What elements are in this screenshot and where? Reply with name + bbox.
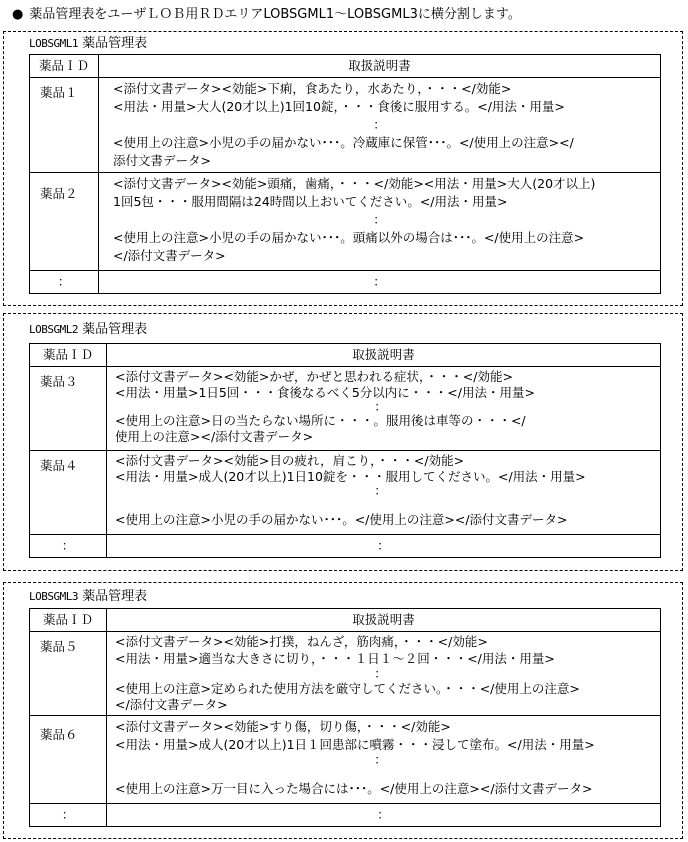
region-title <box>29 588 147 606</box>
rd-area-name: LOBSGML1 <box>29 37 78 50</box>
instruction-line: <添付文書データ><効能>目の疲れ，肩こり，・・・</効能> <box>115 453 465 468</box>
instruction-line: <用法・用量>1日5回・・・食後なるべく5分以内に・・・</用法・用量> <box>115 385 535 400</box>
drug-instructions <box>107 451 661 535</box>
drug-instructions <box>107 367 661 451</box>
vertical-ellipsis: ： <box>374 752 387 767</box>
rd-area-name: LOBSGML3 <box>29 590 78 603</box>
ellipsis-cell: ： <box>30 271 99 294</box>
header-drug-id: 薬品ＩＤ <box>30 55 99 78</box>
page-heading <box>12 6 521 24</box>
instruction-line: <使用上の注意>小児の手の届かない･･･。</使用上の注意></添付文書データ> <box>115 512 568 527</box>
drug-instructions <box>107 632 661 716</box>
header-drug-id: 薬品ＩＤ <box>30 609 107 632</box>
vertical-ellipsis: ： <box>374 666 387 681</box>
drug-table <box>29 54 661 294</box>
instruction-line: <使用上の注意>小児の手の届かない･･･。頭痛以外の場合は･･･。</使用上の注意> <box>113 230 585 245</box>
instruction-line: <用法・用量>成人(20才以上)1日10錠を・・・服用してください。</用法・用量> <box>115 469 586 484</box>
blank-line <box>115 766 660 780</box>
ellipsis-row <box>30 535 661 558</box>
drug-table <box>29 343 661 558</box>
instruction-line: <添付文書データ><効能>かぜ，かぜと思われる症状，・・・</効能> <box>115 369 513 384</box>
drug-table <box>29 608 661 827</box>
region-title <box>29 321 147 339</box>
drug-id: 薬品４ <box>30 451 107 535</box>
table-row <box>30 632 661 716</box>
ellipsis-row <box>30 804 661 827</box>
instruction-line: <用法・用量>成人(20才以上)1日１回患部に噴霧・・・浸して塗布。</用法・用量> <box>115 737 595 752</box>
table-row <box>30 451 661 535</box>
region-title <box>29 35 147 53</box>
table-header-row <box>30 609 661 632</box>
instruction-line: 1回5包・・・服用間隔は24時間以上おいてください。</用法・用量> <box>113 194 508 209</box>
header-instructions: 取扱説明書 <box>107 609 661 632</box>
instruction-line: <添付文書データ><効能>頭痛，歯痛，・・・</効能><用法・用量>大人(20才以上) <box>113 176 596 191</box>
drug-id: 薬品３ <box>30 367 107 451</box>
instruction-line: <使用上の注意>日の当たらない場所に・・・。服用後は車等の・・・</ <box>115 413 526 428</box>
table-header-row <box>30 55 661 78</box>
table-row <box>30 716 661 804</box>
table-name: 薬品管理表 <box>82 322 148 337</box>
ellipsis-cell: ： <box>30 535 107 558</box>
instruction-line: <使用上の注意>小児の手の届かない･･･。冷蔵庫に保管･･･。</使用上の注意></ <box>113 135 574 150</box>
bullet-icon: ● <box>12 7 24 22</box>
ellipsis-cell: ： <box>107 535 661 558</box>
rd-area-name: LOBSGML2 <box>29 323 78 336</box>
instruction-line: <用法・用量>大人(20才以上)1回10錠，・・・食後に服用する。</用法・用量> <box>113 99 565 114</box>
table-header-row <box>30 344 661 367</box>
drug-id: 薬品１ <box>30 78 99 173</box>
instruction-line: <用法・用量>適当な大きさに切り，・・・１日１～２回・・・</用法・用量> <box>115 651 555 666</box>
rd-area-lobsgml1 <box>3 31 683 306</box>
blank-line <box>115 497 660 511</box>
instruction-line: <添付文書データ><効能>打撲，ねんざ，筋肉痛，・・・</効能> <box>115 634 488 649</box>
instruction-line: 使用上の注意></添付文書データ> <box>115 429 314 444</box>
instruction-line: </添付文書データ> <box>115 697 228 712</box>
instruction-line: </添付文書データ> <box>113 248 226 263</box>
table-row <box>30 78 661 173</box>
header-instructions: 取扱説明書 <box>107 344 661 367</box>
instruction-line: 添付文書データ> <box>113 153 211 168</box>
table-name: 薬品管理表 <box>82 589 148 604</box>
ellipsis-cell: ： <box>30 804 107 827</box>
rd-area-lobsgml2 <box>3 313 683 571</box>
instruction-line: <使用上の注意>万一目に入った場合には･･･。</使用上の注意></添付文書データ> <box>115 781 593 796</box>
header-drug-id: 薬品ＩＤ <box>30 344 107 367</box>
drug-id: 薬品６ <box>30 716 107 804</box>
heading-text: 薬品管理表をユーザＬＯＢ用ＲＤエリアLOBSGML1～LOBSGML3に横分割します。 <box>29 7 521 22</box>
table-name: 薬品管理表 <box>82 36 148 51</box>
drug-instructions <box>99 78 661 173</box>
drug-id: 薬品５ <box>30 632 107 716</box>
table-row <box>30 173 661 271</box>
ellipsis-row <box>30 271 661 294</box>
vertical-ellipsis: ： <box>373 212 386 227</box>
instruction-line: <使用上の注意>定められた使用方法を厳守してください。・・・</使用上の注意> <box>115 681 580 696</box>
instruction-line: <添付文書データ><効能>すり傷，切り傷，・・・</効能> <box>115 719 451 734</box>
ellipsis-cell: ： <box>107 804 661 827</box>
drug-id: 薬品２ <box>30 173 99 271</box>
drug-instructions <box>99 173 661 271</box>
rd-area-lobsgml3 <box>3 582 683 839</box>
drug-instructions <box>107 716 661 804</box>
vertical-ellipsis: ： <box>374 399 387 414</box>
vertical-ellipsis: ： <box>373 117 386 132</box>
ellipsis-cell: ： <box>99 271 661 294</box>
header-instructions: 取扱説明書 <box>99 55 661 78</box>
instruction-line: <添付文書データ><効能>下痢，食あたり，水あたり，・・・</効能> <box>113 81 512 96</box>
table-row <box>30 367 661 451</box>
vertical-ellipsis: ： <box>374 483 387 498</box>
